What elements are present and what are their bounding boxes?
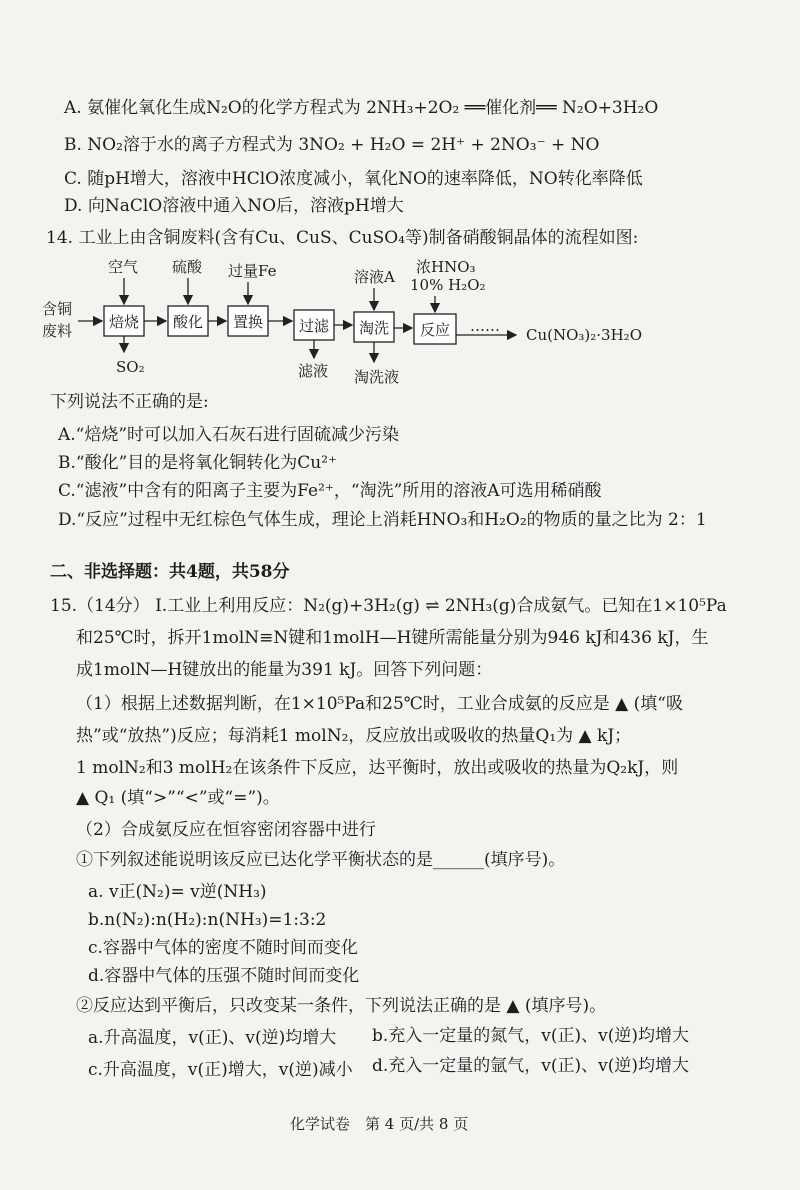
svg-text:酸化: 酸化 <box>173 313 204 331</box>
q15-q1-option-a: a. v正(N₂)= v逆(NH₃) <box>88 882 267 902</box>
q15-q2-option-c: c.升高温度，v(正)增大，v(逆)减小 <box>88 1060 353 1080</box>
q13-option-b: B. NO₂溶于水的离子方程式为 3NO₂ + H₂O = 2H⁺ + 2NO₃⁻ + NO <box>64 135 600 155</box>
q14-option-c: C.“滤液”中含有的阳离子主要为Fe²⁺，“淘洗”所用的溶液A可选用稀硝酸 <box>58 481 602 501</box>
flow-output-filtrate: 滤液 <box>298 362 329 380</box>
q14-option-a: A.“焙烧”时可以加入石灰石进行固硫减少污染 <box>58 425 400 445</box>
q15-part1-line1: （1）根据上述数据判断，在1×10⁵Pa和25℃时，工业合成氨的反应是 ▲ (填“吸 <box>76 694 683 714</box>
q14-stem: 14. 工业上由含铜废料(含有Cu、CuS、CuSO₄等)制备硝酸铜晶体的流程如图: <box>46 228 639 248</box>
flow-input-fe: 过量Fe <box>228 262 277 280</box>
q15-part1-line2: 热”或“放热”)反应；每消耗1 molN₂，反应放出或吸收的热量Q₁为 ▲ kJ； <box>76 726 632 746</box>
flow-input-solution-a: 溶液A <box>354 268 395 286</box>
q15-line1: 15.（14分） I.工业上利用反应：N₂(g)+3H₂(g) ⇌ 2NH₃(g)合成氨气。已知在1×10⁵Pa <box>50 596 727 616</box>
flow-step-filter <box>294 310 334 340</box>
flow-step-react <box>414 314 456 344</box>
flow-input-sulfuric: 硫酸 <box>172 258 203 276</box>
q13-option-d: D. 向NaClO溶液中通入NO后，溶液pH增大 <box>64 196 404 216</box>
svg-text:淘洗: 淘洗 <box>359 319 390 337</box>
q15-part1-line3: 1 molN₂和3 molH₂在该条件下反应，达平衡时，放出或吸收的热量为Q₂kJ，则 <box>76 758 679 778</box>
flow-input-h2o2: 10% H₂O₂ <box>410 276 486 294</box>
q15-q1-option-b: b.n(N₂):n(H₂):n(NH₃)=1:3:2 <box>88 910 327 930</box>
flow-step-acidify <box>168 306 208 336</box>
q15-part2-q2: ②反应达到平衡后，只改变某一条件，下列说法正确的是 ▲ (填序号)。 <box>76 996 607 1016</box>
q15-part2-title: （2）合成氨反应在恒容密闭容器中进行 <box>76 820 376 840</box>
svg-text:焙烧: 焙烧 <box>109 313 140 331</box>
flow-start-line1: 含铜 <box>42 300 73 318</box>
q14-option-d: D.“反应”过程中无红棕色气体生成，理论上消耗HNO₃和H₂O₂的物质的量之比为 2：1 <box>58 510 707 530</box>
flow-start-line2: 废料 <box>42 322 73 340</box>
q13-option-c: C. 随pH增大，溶液中HClO浓度减小，氧化NO的速率降低，NO转化率降低 <box>64 169 643 189</box>
flow-output-so2: SO₂ <box>116 358 145 376</box>
q15-q2-option-d: d.充入一定量的氩气，v(正)、v(逆)均增大 <box>372 1056 690 1076</box>
q15-q2-option-b: b.充入一定量的氮气，v(正)、v(逆)均增大 <box>372 1026 690 1046</box>
q14-option-b: B.“酸化”目的是将氧化铜转化为Cu²⁺ <box>58 453 338 473</box>
q15-q1-option-d: d.容器中气体的压强不随时间而变化 <box>88 966 360 986</box>
flow-input-hno3: 浓HNO₃ <box>416 258 476 276</box>
q15-line3: 成1molN—H键放出的能量为391 kJ。回答下列问题： <box>76 660 493 680</box>
svg-text:反应: 反应 <box>420 321 451 339</box>
svg-text:过滤: 过滤 <box>299 317 330 335</box>
flow-step-wash <box>354 312 394 342</box>
flow-product: Cu(NO₃)₂·3H₂O <box>526 326 642 344</box>
flow-input-air: 空气 <box>108 258 139 276</box>
q14-prompt: 下列说法不正确的是: <box>50 392 209 412</box>
q13-option-a: A. 氨催化氧化生成N₂O的化学方程式为 2NH₃+2O₂ ══催化剂══ N₂O+3H₂O <box>64 98 659 118</box>
svg-text:置换: 置换 <box>233 313 264 331</box>
flow-step-replace <box>228 306 268 336</box>
flow-dots: …… <box>470 317 500 335</box>
q15-part2-q1: ①下列叙述能说明该反应已达化学平衡状态的是______(填序号)。 <box>76 850 566 870</box>
section-heading: 二、非选择题：共4题，共58分 <box>50 562 290 582</box>
flow-diagram <box>40 250 680 390</box>
flow-step-roast <box>104 306 144 336</box>
q15-q2-option-a: a.升高温度，v(正)、v(逆)均增大 <box>88 1028 337 1048</box>
page-footer: 化学试卷 第 4 页/共 8 页 <box>290 1115 469 1133</box>
q15-line2: 和25℃时，拆开1molN≡N键和1molH—H键所需能量分别为946 kJ和436 kJ，生 <box>76 628 709 648</box>
flow-output-wash-liquid: 淘洗液 <box>354 368 400 386</box>
q15-part1-line4: ▲ Q₁ (填“>”“<”或“=”)。 <box>76 788 280 808</box>
q15-q1-option-c: c.容器中气体的密度不随时间而变化 <box>88 938 358 958</box>
